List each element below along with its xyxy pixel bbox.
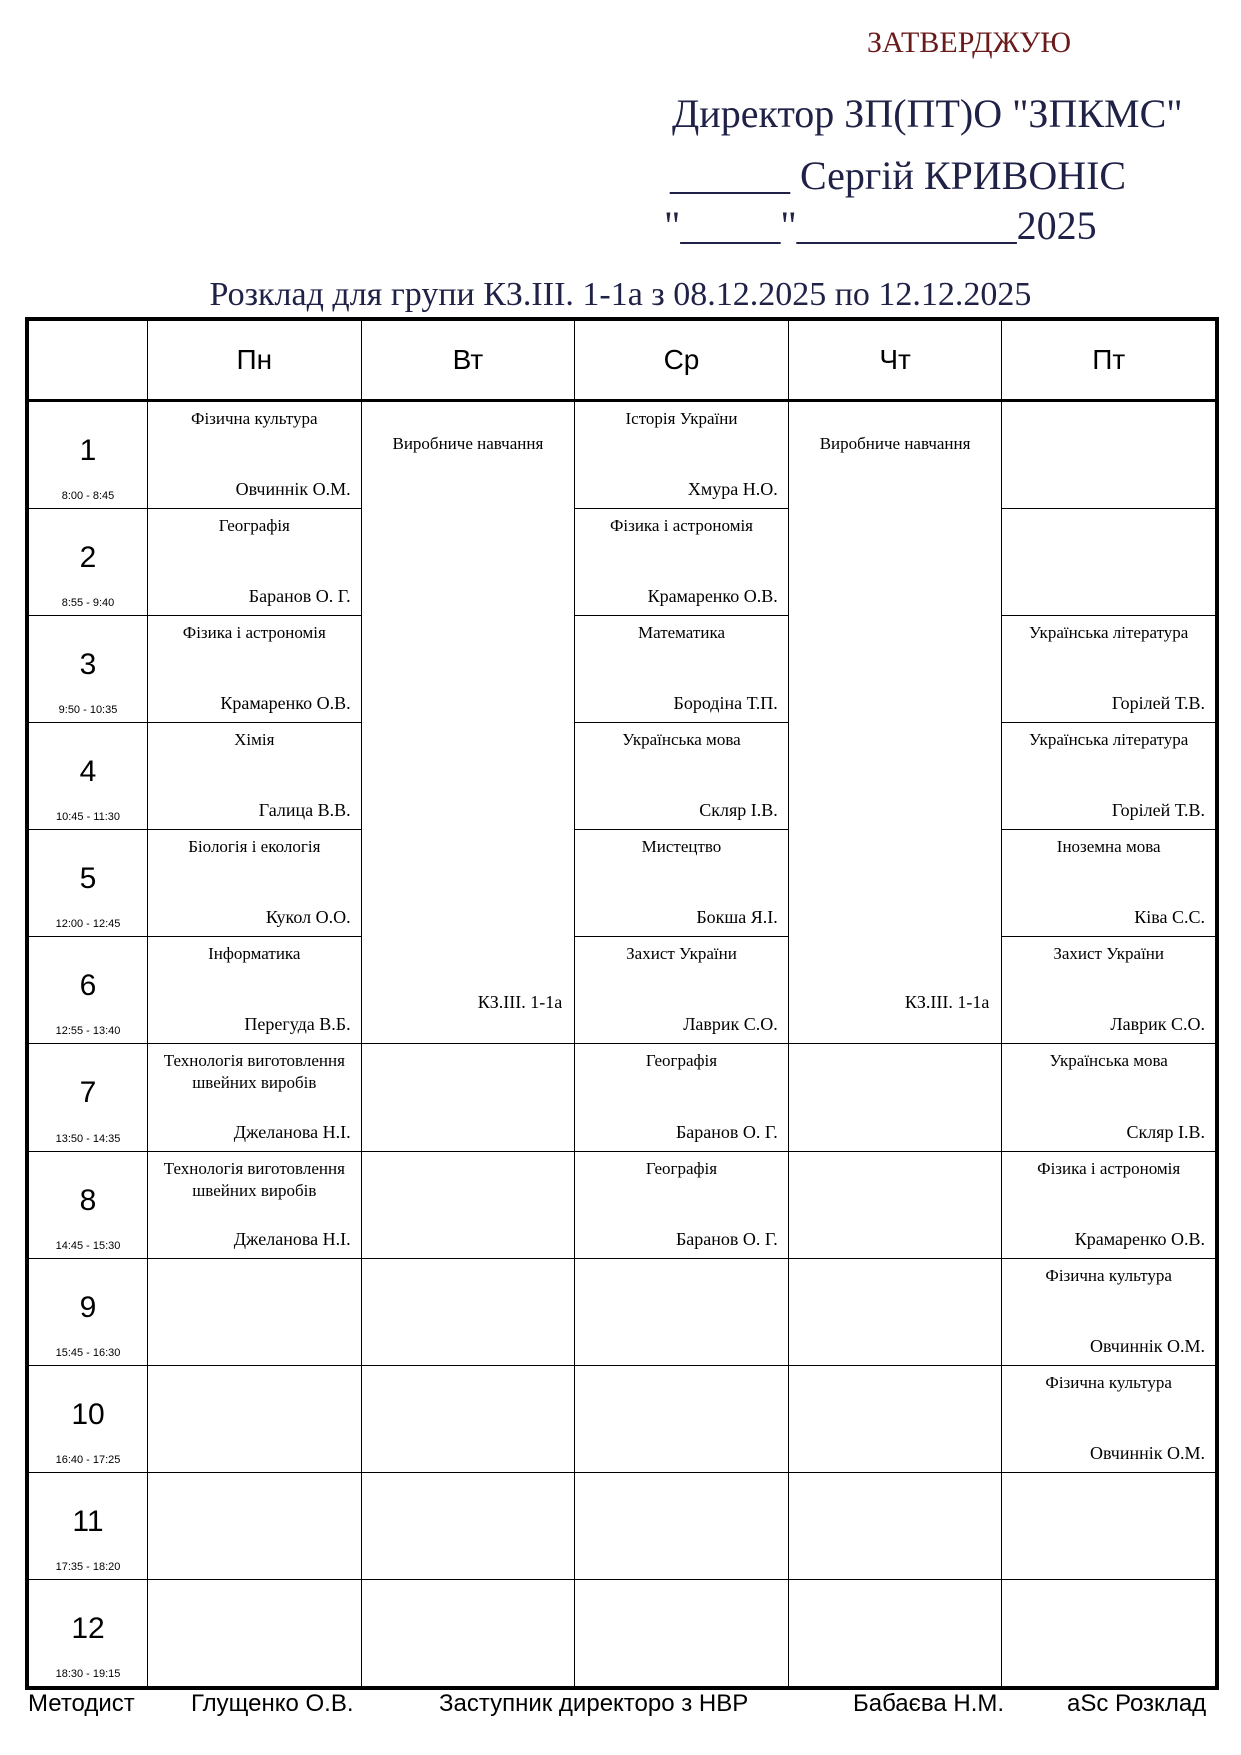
day-header-fri: Пт bbox=[1002, 321, 1216, 401]
lesson-cell bbox=[575, 830, 789, 937]
lesson-cell bbox=[575, 723, 789, 830]
thursday-practice-block bbox=[788, 401, 1002, 1044]
period-row bbox=[29, 1472, 1216, 1579]
block-subject: Виробниче навчання bbox=[392, 434, 544, 453]
lesson-cell bbox=[1002, 937, 1216, 1044]
lesson-cell bbox=[575, 937, 789, 1044]
lesson-teacher: Баранов О. Г. bbox=[675, 1228, 778, 1249]
period-row bbox=[29, 1151, 1216, 1258]
approval-title: ЗАТВЕРДЖУЮ bbox=[867, 26, 1072, 59]
lesson-cell bbox=[575, 1044, 789, 1151]
period-time: 12:00 - 12:45 bbox=[55, 918, 121, 931]
lesson-teacher: Баранов О. Г. bbox=[248, 586, 351, 607]
period-row bbox=[29, 1044, 1216, 1151]
period-row bbox=[29, 937, 1216, 1044]
lesson-subject: Захист України bbox=[626, 944, 737, 964]
lesson-cell bbox=[1002, 1365, 1216, 1472]
period-number: 4 bbox=[79, 755, 97, 789]
lesson-cell bbox=[575, 509, 789, 616]
lesson-cell bbox=[148, 937, 362, 1044]
lesson-cell-empty bbox=[361, 1044, 575, 1151]
lesson-subject: Фізична культура bbox=[191, 409, 318, 428]
day-header-tue: Вт bbox=[361, 321, 575, 401]
period-time: 18:30 - 19:15 bbox=[55, 1668, 121, 1680]
period-cell bbox=[29, 1365, 148, 1472]
lesson-cell-empty bbox=[148, 1258, 362, 1365]
period-cell bbox=[29, 1472, 148, 1579]
lesson-teacher: Баранов О. Г. bbox=[675, 1121, 778, 1142]
period-time: 16:40 - 17:25 bbox=[55, 1453, 121, 1466]
lesson-subject: Технологія виготовлення швейних виробів bbox=[163, 1158, 345, 1200]
lesson-subject: Захист України bbox=[1053, 944, 1164, 964]
lesson-teacher: Джеланова Н.І. bbox=[233, 1121, 351, 1142]
lesson-cell bbox=[575, 1151, 789, 1258]
lesson-cell bbox=[148, 1151, 362, 1258]
lesson-subject: Фізика і астрономія bbox=[609, 516, 753, 536]
deputy-name: Бабаєва Н.М. bbox=[853, 1690, 1005, 1717]
director-line: Директор ЗП(ПТ)О "ЗПКМС" bbox=[672, 91, 1183, 136]
period-row bbox=[29, 616, 1216, 723]
lesson-subject: Географія bbox=[645, 1051, 718, 1071]
lesson-cell-empty bbox=[788, 1472, 1002, 1579]
lesson-subject: Фізична культура bbox=[1045, 1372, 1172, 1392]
block-subject: Виробниче навчання bbox=[819, 434, 971, 453]
lesson-cell bbox=[1002, 616, 1216, 723]
lesson-teacher: Крамаренко О.В. bbox=[220, 693, 351, 714]
period-cell bbox=[29, 937, 148, 1044]
lesson-teacher: Скляр І.В. bbox=[699, 800, 778, 821]
period-time: 9:50 - 10:35 bbox=[58, 704, 118, 717]
period-number: 2 bbox=[79, 541, 97, 575]
lesson-cell-empty bbox=[361, 1579, 575, 1686]
lesson-cell-empty bbox=[361, 1472, 575, 1579]
lesson-cell bbox=[1002, 1258, 1216, 1365]
lesson-cell bbox=[575, 616, 789, 723]
lesson-subject: Інформатика bbox=[208, 944, 301, 964]
software-credit: aSc Розклад bbox=[1067, 1690, 1207, 1717]
lesson-cell-empty bbox=[148, 1472, 362, 1579]
methodist-label: Методист bbox=[28, 1690, 135, 1717]
period-row bbox=[29, 830, 1216, 937]
deputy-label: Заступник директоро з НВР bbox=[439, 1690, 749, 1717]
lesson-cell-empty bbox=[788, 1365, 1002, 1472]
period-time: 13:50 - 14:35 bbox=[55, 1132, 121, 1145]
period-cell bbox=[29, 1258, 148, 1365]
day-header-wed: Ср bbox=[575, 321, 789, 401]
period-time: 12:55 - 13:40 bbox=[55, 1025, 121, 1038]
lesson-teacher: Ківа С.С. bbox=[1134, 907, 1205, 928]
lesson-cell bbox=[1002, 723, 1216, 830]
period-time: 15:45 - 16:30 bbox=[55, 1346, 121, 1359]
lesson-teacher: Лаврик С.О. bbox=[683, 1014, 778, 1035]
tuesday-practice-block bbox=[361, 401, 575, 1044]
lesson-teacher: Бородіна Т.П. bbox=[673, 693, 778, 714]
lesson-cell-empty bbox=[361, 1258, 575, 1365]
lesson-cell bbox=[1002, 830, 1216, 937]
lesson-subject: Фізична культура bbox=[1045, 1265, 1172, 1285]
lesson-subject: Українська мова bbox=[622, 730, 741, 750]
lesson-cell-empty bbox=[361, 1151, 575, 1258]
period-cell bbox=[29, 723, 148, 830]
period-cell bbox=[29, 509, 148, 616]
period-number: 10 bbox=[71, 1397, 105, 1431]
period-number: 11 bbox=[72, 1504, 104, 1538]
lesson-cell-empty bbox=[575, 1365, 789, 1472]
lesson-teacher: Горілей Т.В. bbox=[1111, 693, 1205, 714]
schedule-table bbox=[28, 320, 1216, 1687]
period-number: 12 bbox=[71, 1611, 105, 1645]
lesson-subject: Історія України bbox=[625, 409, 738, 428]
lesson-teacher: Кукол О.О. bbox=[265, 907, 351, 928]
lesson-subject: Українська мова bbox=[1049, 1051, 1168, 1071]
lesson-cell-empty bbox=[575, 1258, 789, 1365]
period-row bbox=[29, 723, 1216, 830]
block-group: КЗ.ІІІ. 1-1а bbox=[904, 992, 990, 1013]
lesson-cell bbox=[148, 830, 362, 937]
signature-line: ______ Сергій КРИВОНІС bbox=[670, 153, 1127, 198]
lesson-teacher: Джеланова Н.І. bbox=[233, 1228, 351, 1249]
lesson-teacher: Бокша Я.І. bbox=[696, 907, 778, 928]
period-number: 7 bbox=[79, 1076, 97, 1110]
lesson-cell-empty bbox=[788, 1151, 1002, 1258]
period-cell bbox=[29, 1151, 148, 1258]
period-row bbox=[29, 401, 1216, 509]
period-row bbox=[29, 509, 1216, 616]
lesson-cell bbox=[148, 1044, 362, 1151]
lesson-subject: Географія bbox=[218, 516, 290, 536]
lesson-teacher: Хмура Н.О. bbox=[687, 479, 778, 500]
lesson-subject: Мистецтво bbox=[641, 837, 722, 857]
period-time: 10:45 - 11:30 bbox=[55, 811, 120, 824]
period-row bbox=[29, 1579, 1216, 1686]
schedule-title: Розклад для групи КЗ.ІІІ. 1-1а з 08.12.2025 по 12.12.2025 bbox=[209, 276, 1032, 313]
lesson-teacher: Овчиннік О.М. bbox=[1089, 1442, 1205, 1463]
lesson-cell-empty bbox=[361, 1365, 575, 1472]
corner-cell bbox=[29, 321, 148, 401]
lesson-cell-empty bbox=[575, 1472, 789, 1579]
day-header-thu: Чт bbox=[788, 321, 1002, 401]
lesson-cell bbox=[575, 401, 789, 509]
methodist-name: Глущенко О.В. bbox=[191, 1690, 354, 1717]
lesson-cell-empty bbox=[1002, 401, 1216, 509]
period-time: 14:45 - 15:30 bbox=[55, 1239, 121, 1252]
period-row bbox=[29, 1258, 1216, 1365]
lesson-subject: Іноземна мова bbox=[1056, 837, 1161, 857]
period-cell bbox=[29, 616, 148, 723]
lesson-cell-empty bbox=[148, 1365, 362, 1472]
lesson-teacher: Крамаренко О.В. bbox=[647, 586, 778, 607]
footer bbox=[0, 1690, 1241, 1730]
lesson-subject: Фізика і астрономія bbox=[182, 623, 326, 643]
header-row bbox=[29, 321, 1216, 401]
day-header-mon: Пн bbox=[148, 321, 362, 401]
period-number: 1 bbox=[79, 434, 97, 467]
lesson-teacher: Галица В.В. bbox=[258, 800, 351, 821]
period-number: 3 bbox=[79, 648, 97, 682]
lesson-subject: Географія bbox=[645, 1158, 718, 1178]
lesson-subject: Математика bbox=[637, 623, 725, 643]
lesson-cell-empty bbox=[575, 1579, 789, 1686]
period-number: 6 bbox=[79, 969, 97, 1003]
block-group: КЗ.ІІІ. 1-1а bbox=[477, 992, 563, 1013]
lesson-teacher: Овчиннік О.М. bbox=[235, 479, 351, 500]
lesson-teacher: Горілей Т.В. bbox=[1111, 800, 1205, 821]
lesson-teacher: Крамаренко О.В. bbox=[1074, 1228, 1205, 1249]
lesson-cell bbox=[148, 401, 362, 509]
lesson-cell-empty bbox=[1002, 1579, 1216, 1686]
lesson-subject: Хімія bbox=[234, 730, 275, 750]
lesson-subject: Українська література bbox=[1029, 623, 1189, 643]
lesson-subject: Фізика і астрономія bbox=[1037, 1158, 1181, 1178]
period-number: 9 bbox=[79, 1290, 97, 1324]
lesson-cell bbox=[1002, 1151, 1216, 1258]
period-number: 5 bbox=[79, 862, 97, 896]
date-line: "_____"___________2025 bbox=[664, 203, 1097, 248]
period-time: 17:35 - 18:20 bbox=[55, 1560, 121, 1573]
lesson-teacher: Овчиннік О.М. bbox=[1089, 1335, 1205, 1356]
lesson-cell-empty bbox=[788, 1044, 1002, 1151]
period-row bbox=[29, 1365, 1216, 1472]
lesson-subject: Біологія і екологія bbox=[188, 837, 321, 857]
period-time: 8:00 - 8:45 bbox=[61, 490, 115, 503]
period-number: 8 bbox=[79, 1183, 97, 1217]
period-cell bbox=[29, 830, 148, 937]
lesson-teacher: Перегуда В.Б. bbox=[244, 1014, 351, 1035]
lesson-subject: Технологія виготовлення швейних виробів bbox=[163, 1051, 345, 1093]
lesson-cell-empty bbox=[148, 1579, 362, 1686]
lesson-cell bbox=[1002, 1044, 1216, 1151]
lesson-cell-empty bbox=[788, 1579, 1002, 1686]
period-time: 8:55 - 9:40 bbox=[61, 597, 115, 610]
lesson-cell-empty bbox=[1002, 1472, 1216, 1579]
lesson-cell bbox=[148, 509, 362, 616]
lesson-teacher: Лаврик С.О. bbox=[1110, 1014, 1205, 1035]
lesson-cell bbox=[148, 723, 362, 830]
lesson-cell bbox=[148, 616, 362, 723]
approval-block bbox=[640, 0, 1240, 260]
period-cell bbox=[29, 1579, 148, 1686]
lesson-subject: Українська література bbox=[1029, 730, 1189, 750]
period-cell bbox=[29, 401, 148, 509]
period-cell bbox=[29, 1044, 148, 1151]
lesson-cell-empty bbox=[788, 1258, 1002, 1365]
lesson-teacher: Скляр І.В. bbox=[1126, 1121, 1205, 1142]
lesson-cell-empty bbox=[1002, 509, 1216, 616]
